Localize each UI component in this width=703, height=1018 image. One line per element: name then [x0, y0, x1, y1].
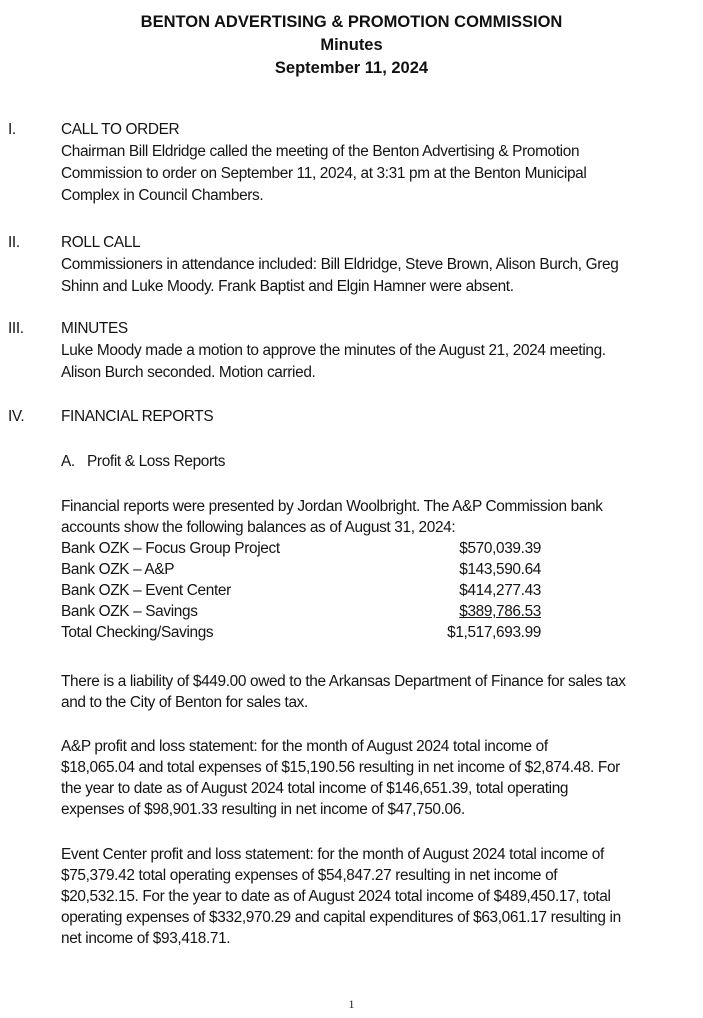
balance-row — [61, 538, 541, 559]
account-balance: $570,039.39 — [459, 540, 541, 557]
account-balance: $414,277.43 — [459, 582, 541, 599]
paragraph-line: operating expenses of $332,970.29 and capital expenditures of $63,061.17 resulting in — [61, 909, 621, 926]
account-balance-value: $389,786.53 — [459, 603, 541, 620]
balance-row — [61, 559, 541, 580]
liability-paragraph — [61, 671, 701, 713]
event-center-profit-loss-paragraph — [61, 844, 701, 949]
account-name: Bank OZK – Savings — [61, 603, 198, 620]
paragraph-line: Commission to order on September 11, 2024, at 3:31 pm at the Benton Municipal — [61, 165, 587, 182]
paragraph-line: $20,532.15. For the year to date as of August 2024 total income of $489,450.17, total — [61, 888, 611, 905]
total-label: Total Checking/Savings — [61, 624, 214, 641]
paragraph-line: Event Center profit and loss statement: for the month of August 2024 total income of — [61, 846, 604, 863]
paragraph-line: Commissioners in attendance included: Bill Eldridge, Steve Brown, Alison Burch, Greg — [61, 256, 619, 273]
subsection-title: Profit & Loss Reports — [87, 453, 226, 470]
paragraph-line: $18,065.04 and total expenses of $15,190.56 resulting in net income of $2,874.48. For — [61, 759, 620, 776]
paragraph-line: Complex in Council Chambers. — [61, 187, 264, 204]
section-numeral: I. — [8, 121, 16, 138]
balance-row — [61, 601, 541, 622]
section-numeral: IV. — [8, 408, 25, 425]
section-financial-reports — [0, 406, 703, 966]
paragraph-line: Chairman Bill Eldridge called the meeting of the Benton Advertising & Promotion — [61, 143, 580, 160]
paragraph-line: Financial reports were presented by Jordan Woolbright. The A&P Commission bank — [61, 498, 603, 515]
subsection-profit-loss — [61, 451, 225, 473]
paragraph-line: accounts show the following balances as of August 31, 2024: — [61, 519, 456, 536]
paragraph-line: net income of $93,418.71. — [61, 930, 231, 947]
balance-total-row — [61, 622, 541, 643]
document-type: Minutes — [320, 36, 383, 54]
total-balance: $1,517,693.99 — [447, 624, 541, 641]
paragraph-line: the year to date as of August 2024 total income of $146,651.39, total operating — [61, 780, 569, 797]
paragraph-line: Alison Burch seconded. Motion carried. — [61, 364, 316, 381]
section-title: FINANCIAL REPORTS — [61, 408, 214, 425]
paragraph-line: There is a liability of $449.00 owed to the Arkansas Department of Finance for sales tax — [61, 673, 626, 690]
section-title: MINUTES — [61, 320, 128, 337]
bank-balances-table — [61, 538, 541, 643]
account-name: Bank OZK – A&P — [61, 561, 175, 578]
paragraph-line: $75,379.42 total operating expenses of $54,847.27 resulting in net income of — [61, 867, 558, 884]
account-name: Bank OZK – Event Center — [61, 582, 231, 599]
page-number: 1 — [348, 997, 355, 1011]
section-numeral: III. — [8, 320, 24, 337]
account-balance: $143,590.64 — [459, 561, 541, 578]
organization-title: BENTON ADVERTISING & PROMOTION COMMISSION — [140, 13, 563, 31]
subsection-letter: A. — [61, 453, 75, 470]
document-header — [0, 11, 703, 80]
section-title: ROLL CALL — [61, 234, 141, 251]
paragraph-line: Shinn and Luke Moody. Frank Baptist and Elgin Hamner were absent. — [61, 278, 514, 295]
account-name: Bank OZK – Focus Group Project — [61, 540, 280, 557]
balance-row — [61, 580, 541, 601]
meeting-date: September 11, 2024 — [274, 59, 429, 77]
paragraph-line: Luke Moody made a motion to approve the minutes of the August 21, 2024 meeting. — [61, 342, 606, 359]
paragraph-line: A&P profit and loss statement: for the month of August 2024 total income of — [61, 738, 548, 755]
ap-profit-loss-paragraph — [61, 736, 701, 820]
section-numeral: II. — [8, 234, 20, 251]
section-title: CALL TO ORDER — [61, 121, 180, 138]
paragraph-line: expenses of $98,901.33 resulting in net income of $47,750.06. — [61, 801, 465, 818]
paragraph-line: and to the City of Benton for sales tax. — [61, 694, 308, 711]
financial-intro — [61, 496, 701, 538]
account-balance-underlined — [401, 601, 541, 622]
